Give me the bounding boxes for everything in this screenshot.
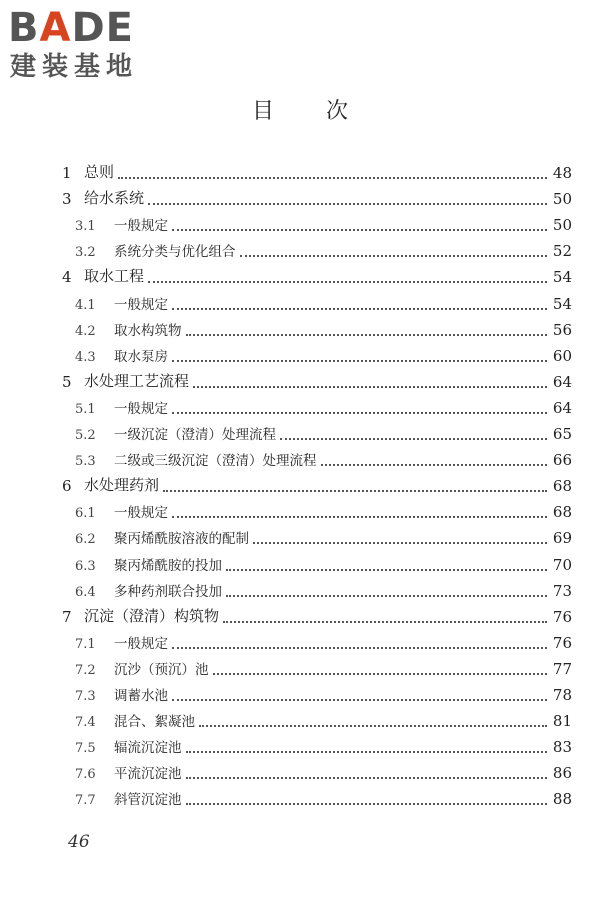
toc-section-row[interactable] [0, 656, 600, 680]
toc-entry-page: 54 [552, 294, 572, 313]
toc-section-row[interactable] [0, 212, 600, 236]
toc-entry-number: 7.7 [75, 793, 96, 809]
toc-entry-title: 一般规定 [114, 505, 168, 522]
toc-entry-title: 一般规定 [114, 296, 168, 313]
toc-chapter-row[interactable] [0, 473, 600, 497]
toc-entry-title: 水处理药剂 [84, 476, 160, 495]
toc-entry-number: 7.2 [75, 662, 96, 678]
toc-entry-page: 88 [552, 790, 572, 809]
toc-entry-number: 1 [62, 164, 72, 182]
toc-section-row[interactable] [0, 734, 600, 758]
toc-dot-leader [223, 621, 547, 623]
toc-entry-page: 76 [552, 607, 572, 626]
toc-entry-number: 6.4 [75, 584, 96, 600]
toc-dot-leader [186, 751, 547, 753]
toc-entry-page: 77 [552, 659, 572, 678]
toc-section-row[interactable] [0, 291, 600, 315]
toc-entry-title: 聚丙烯酰胺的投加 [114, 557, 222, 574]
toc-section-row[interactable] [0, 447, 600, 471]
toc-entry-title: 一级沉淀（澄清）处理流程 [114, 427, 276, 443]
toc-entry-title: 辐流沉淀池 [114, 740, 182, 757]
toc-entry-page: 86 [552, 764, 572, 783]
toc-dot-leader [193, 386, 547, 388]
toc-entry-title: 调蓄水池 [114, 688, 168, 704]
toc-section-row[interactable] [0, 630, 600, 654]
toc-entry-title: 平流沉淀池 [114, 766, 182, 783]
toc-entry-page: 68 [552, 503, 572, 522]
toc-chapter-row[interactable] [0, 604, 600, 628]
toc-section-row[interactable] [0, 578, 600, 602]
toc-entry-page: 73 [552, 581, 572, 600]
toc-section-row[interactable] [0, 317, 600, 341]
toc-dot-leader [321, 464, 547, 466]
toc-entry-title: 混合、絮凝池 [114, 714, 195, 731]
toc-entry-number: 4 [62, 268, 72, 287]
toc-dot-leader [172, 412, 547, 414]
toc-entry-page: 83 [552, 738, 572, 757]
logo-wordmark [8, 6, 134, 50]
toc-entry-page: 60 [552, 346, 572, 365]
toc-dot-leader [172, 308, 547, 310]
toc-entry-number: 5 [62, 372, 72, 391]
toc-dot-leader [148, 203, 547, 205]
toc-entry-title: 取水工程 [84, 267, 145, 286]
toc-entry-title: 一般规定 [114, 218, 168, 235]
toc-entry-number: 3 [62, 190, 72, 209]
toc-dot-leader [213, 673, 547, 675]
toc-section-row[interactable] [0, 499, 600, 523]
toc-dot-leader [148, 281, 547, 283]
page-number: 46 [68, 832, 90, 852]
toc-dot-leader [226, 595, 547, 597]
toc-entry-number: 3.2 [75, 245, 96, 261]
toc-entry-page: 56 [552, 320, 572, 339]
toc-entry-page: 76 [552, 633, 572, 652]
toc-dot-leader [186, 803, 547, 805]
toc-entry-title: 斜管沉淀池 [114, 792, 182, 809]
toc-dot-leader [172, 516, 547, 518]
toc-section-row[interactable] [0, 421, 600, 445]
toc-section-row[interactable] [0, 708, 600, 732]
toc-dot-leader [253, 542, 547, 544]
toc-section-row[interactable] [0, 525, 600, 549]
toc-entry-page: 68 [552, 477, 572, 496]
logo-letter-b: B [8, 5, 40, 51]
toc-entry-page: 64 [552, 398, 572, 417]
bade-logo [8, 6, 178, 84]
toc-dot-leader [163, 490, 547, 492]
logo-letter-e: E [105, 5, 134, 51]
toc-dot-leader [199, 725, 547, 727]
toc-entry-number: 7.6 [75, 767, 96, 783]
page-title: 目次 [251, 99, 400, 124]
toc-entry-number: 6.3 [75, 558, 96, 574]
toc-section-row[interactable] [0, 395, 600, 419]
toc-chapter-row[interactable] [0, 264, 600, 288]
toc-entry-page: 69 [552, 529, 572, 548]
logo-subtitle: 建装基地 [10, 52, 139, 82]
toc-entry-number: 6.2 [75, 532, 96, 548]
toc-entry-page: 78 [552, 686, 572, 704]
toc-entry-title: 总则 [84, 163, 115, 181]
toc-entry-number: 4.2 [75, 323, 96, 339]
toc-dot-leader [240, 255, 547, 257]
toc-entry-title: 沉淀（澄清）构筑物 [84, 606, 220, 625]
toc-entry-number: 6.1 [75, 506, 96, 522]
toc-dot-leader [172, 699, 547, 701]
toc-entry-number: 5.3 [75, 454, 96, 470]
toc-entry-title: 沉沙（预沉）池 [114, 661, 209, 678]
toc-entry-page: 48 [552, 164, 572, 182]
toc-section-row[interactable] [0, 552, 600, 576]
toc-dot-leader [172, 360, 547, 362]
toc-dot-leader [186, 777, 547, 779]
toc-chapter-row[interactable] [0, 160, 600, 184]
toc-entry-page: 54 [552, 268, 572, 287]
toc-entry-number: 4.3 [75, 349, 96, 365]
toc-entry-page: 50 [552, 216, 572, 235]
toc-entry-number: 6 [62, 477, 72, 496]
toc-entry-page: 81 [552, 712, 572, 731]
toc-entry-title: 给水系统 [84, 189, 145, 208]
toc-entry-title: 聚丙烯酰胺溶液的配制 [114, 531, 249, 548]
toc-entry-number: 7.3 [75, 689, 96, 704]
toc-entry-number: 4.1 [75, 297, 96, 313]
toc-section-row[interactable] [0, 760, 600, 784]
toc-entry-page: 65 [552, 425, 572, 443]
toc-entry-number: 5.1 [75, 401, 96, 417]
toc-entry-page: 52 [552, 242, 572, 261]
toc-entry-number: 5.2 [75, 428, 96, 443]
toc-section-row[interactable] [0, 786, 600, 810]
toc-chapter-row[interactable] [0, 369, 600, 393]
toc-entry-page: 70 [552, 555, 572, 574]
toc-dot-leader [172, 229, 547, 231]
toc-entry-title: 二级或三级沉淀（澄清）处理流程 [114, 453, 317, 470]
toc-entry-page: 66 [552, 451, 572, 470]
toc-dot-leader [226, 569, 547, 571]
toc-entry-title: 系统分类与优化组合 [114, 244, 236, 261]
toc-entry-title: 一般规定 [114, 400, 168, 417]
toc-dot-leader [186, 334, 547, 336]
logo-letter-d: D [71, 5, 106, 51]
toc-entry-title: 水处理工艺流程 [84, 371, 190, 390]
toc-section-row[interactable] [0, 343, 600, 367]
toc-section-row[interactable] [0, 238, 600, 262]
toc-section-row[interactable] [0, 682, 600, 706]
toc-entry-number: 3.1 [75, 219, 96, 235]
toc-entry-page: 64 [552, 372, 572, 391]
toc-entry-title: 多种药剂联合投加 [114, 583, 222, 600]
toc-entry-number: 7.4 [75, 715, 96, 731]
toc-entry-page: 50 [552, 190, 572, 209]
toc-entry-title: 一般规定 [114, 635, 168, 652]
toc-chapter-row[interactable] [0, 186, 600, 210]
toc-dot-leader [118, 177, 547, 179]
toc-entry-title: 取水泵房 [114, 348, 168, 365]
toc-entry-title: 取水构筑物 [114, 322, 182, 339]
toc-dot-leader [172, 647, 547, 649]
toc-dot-leader [280, 438, 547, 440]
toc-entry-number: 7.5 [75, 741, 96, 757]
toc-entry-number: 7.1 [75, 636, 96, 652]
toc-entry-number: 7 [62, 607, 72, 626]
logo-letter-a: A [39, 5, 72, 51]
